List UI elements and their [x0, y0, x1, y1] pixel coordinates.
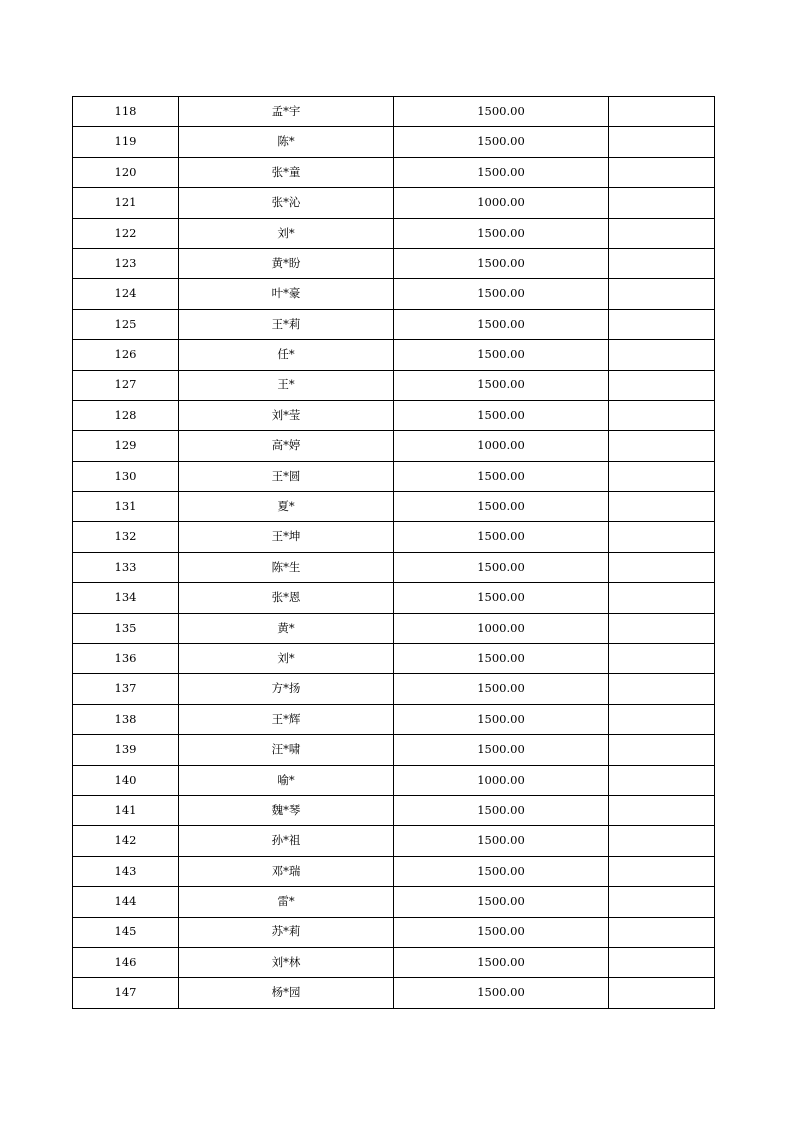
name-cell: 张*沁	[179, 188, 394, 218]
note-cell	[609, 947, 715, 977]
table-row	[73, 917, 715, 947]
amount-cell: 1500.00	[394, 309, 609, 339]
roster-table	[72, 96, 715, 1009]
note-cell	[609, 492, 715, 522]
table-row	[73, 431, 715, 461]
name-cell: 刘*林	[179, 947, 394, 977]
name-cell: 汪*啸	[179, 735, 394, 765]
name-cell: 黄*	[179, 613, 394, 643]
amount-cell: 1500.00	[394, 978, 609, 1008]
note-cell	[609, 583, 715, 613]
amount-cell: 1500.00	[394, 795, 609, 825]
row-number-cell: 143	[73, 856, 179, 886]
note-cell	[609, 887, 715, 917]
name-cell: 刘*	[179, 644, 394, 674]
row-number-cell: 134	[73, 583, 179, 613]
row-number-cell: 133	[73, 552, 179, 582]
row-number-cell: 136	[73, 644, 179, 674]
name-cell: 方*扬	[179, 674, 394, 704]
table-row	[73, 279, 715, 309]
note-cell	[609, 309, 715, 339]
roster-table-body	[73, 97, 715, 1009]
row-number-cell: 129	[73, 431, 179, 461]
note-cell	[609, 826, 715, 856]
row-number-cell: 119	[73, 127, 179, 157]
row-number-cell: 126	[73, 340, 179, 370]
row-number-cell: 135	[73, 613, 179, 643]
amount-cell: 1000.00	[394, 431, 609, 461]
amount-cell: 1500.00	[394, 461, 609, 491]
name-cell: 孟*宇	[179, 97, 394, 127]
note-cell	[609, 188, 715, 218]
row-number-cell: 146	[73, 947, 179, 977]
table-row	[73, 704, 715, 734]
name-cell: 王*辉	[179, 704, 394, 734]
table-row	[73, 492, 715, 522]
table-row	[73, 461, 715, 491]
amount-cell: 1500.00	[394, 735, 609, 765]
row-number-cell: 131	[73, 492, 179, 522]
table-row	[73, 309, 715, 339]
row-number-cell: 140	[73, 765, 179, 795]
table-row	[73, 583, 715, 613]
note-cell	[609, 218, 715, 248]
name-cell: 陈*	[179, 127, 394, 157]
name-cell: 叶*豪	[179, 279, 394, 309]
amount-cell: 1500.00	[394, 552, 609, 582]
amount-cell: 1500.00	[394, 947, 609, 977]
name-cell: 张*恩	[179, 583, 394, 613]
name-cell: 魏*琴	[179, 795, 394, 825]
amount-cell: 1500.00	[394, 492, 609, 522]
name-cell: 刘*	[179, 218, 394, 248]
note-cell	[609, 400, 715, 430]
note-cell	[609, 461, 715, 491]
amount-cell: 1500.00	[394, 856, 609, 886]
name-cell: 杨*园	[179, 978, 394, 1008]
note-cell	[609, 248, 715, 278]
note-cell	[609, 279, 715, 309]
row-number-cell: 142	[73, 826, 179, 856]
name-cell: 王*坤	[179, 522, 394, 552]
amount-cell: 1500.00	[394, 127, 609, 157]
row-number-cell: 124	[73, 279, 179, 309]
table-row	[73, 795, 715, 825]
row-number-cell: 147	[73, 978, 179, 1008]
table-row	[73, 644, 715, 674]
note-cell	[609, 735, 715, 765]
table-row	[73, 856, 715, 886]
name-cell: 黄*盼	[179, 248, 394, 278]
amount-cell: 1500.00	[394, 279, 609, 309]
note-cell	[609, 704, 715, 734]
note-cell	[609, 613, 715, 643]
table-row	[73, 340, 715, 370]
row-number-cell: 141	[73, 795, 179, 825]
table-row	[73, 674, 715, 704]
table-row	[73, 735, 715, 765]
note-cell	[609, 522, 715, 552]
name-cell: 雷*	[179, 887, 394, 917]
row-number-cell: 139	[73, 735, 179, 765]
row-number-cell: 132	[73, 522, 179, 552]
table-row	[73, 826, 715, 856]
amount-cell: 1500.00	[394, 157, 609, 187]
amount-cell: 1500.00	[394, 340, 609, 370]
amount-cell: 1500.00	[394, 248, 609, 278]
row-number-cell: 128	[73, 400, 179, 430]
amount-cell: 1500.00	[394, 218, 609, 248]
table-row	[73, 370, 715, 400]
amount-cell: 1500.00	[394, 917, 609, 947]
amount-cell: 1500.00	[394, 400, 609, 430]
table-row	[73, 613, 715, 643]
row-number-cell: 127	[73, 370, 179, 400]
table-row	[73, 218, 715, 248]
row-number-cell: 145	[73, 917, 179, 947]
table-row	[73, 127, 715, 157]
row-number-cell: 122	[73, 218, 179, 248]
note-cell	[609, 674, 715, 704]
name-cell: 高*婷	[179, 431, 394, 461]
name-cell: 王*	[179, 370, 394, 400]
note-cell	[609, 917, 715, 947]
note-cell	[609, 97, 715, 127]
row-number-cell: 123	[73, 248, 179, 278]
name-cell: 王*圆	[179, 461, 394, 491]
note-cell	[609, 370, 715, 400]
row-number-cell: 120	[73, 157, 179, 187]
row-number-cell: 130	[73, 461, 179, 491]
row-number-cell: 118	[73, 97, 179, 127]
amount-cell: 1500.00	[394, 370, 609, 400]
table-row	[73, 188, 715, 218]
table-row	[73, 765, 715, 795]
name-cell: 苏*莉	[179, 917, 394, 947]
note-cell	[609, 157, 715, 187]
table-row	[73, 552, 715, 582]
note-cell	[609, 795, 715, 825]
row-number-cell: 137	[73, 674, 179, 704]
table-row	[73, 522, 715, 552]
note-cell	[609, 644, 715, 674]
table-row	[73, 157, 715, 187]
amount-cell: 1500.00	[394, 704, 609, 734]
table-row	[73, 887, 715, 917]
name-cell: 陈*生	[179, 552, 394, 582]
amount-cell: 1000.00	[394, 765, 609, 795]
row-number-cell: 125	[73, 309, 179, 339]
table-row	[73, 248, 715, 278]
name-cell: 王*莉	[179, 309, 394, 339]
note-cell	[609, 340, 715, 370]
name-cell: 孙*祖	[179, 826, 394, 856]
name-cell: 张*童	[179, 157, 394, 187]
name-cell: 夏*	[179, 492, 394, 522]
note-cell	[609, 978, 715, 1008]
amount-cell: 1500.00	[394, 644, 609, 674]
note-cell	[609, 765, 715, 795]
table-row	[73, 97, 715, 127]
note-cell	[609, 856, 715, 886]
amount-cell: 1500.00	[394, 887, 609, 917]
row-number-cell: 121	[73, 188, 179, 218]
table-row	[73, 947, 715, 977]
amount-cell: 1500.00	[394, 674, 609, 704]
amount-cell: 1500.00	[394, 522, 609, 552]
name-cell: 喻*	[179, 765, 394, 795]
table-row	[73, 400, 715, 430]
amount-cell: 1500.00	[394, 826, 609, 856]
row-number-cell: 138	[73, 704, 179, 734]
table-row	[73, 978, 715, 1008]
amount-cell: 1000.00	[394, 613, 609, 643]
name-cell: 刘*莹	[179, 400, 394, 430]
note-cell	[609, 431, 715, 461]
note-cell	[609, 552, 715, 582]
note-cell	[609, 127, 715, 157]
name-cell: 邓*瑞	[179, 856, 394, 886]
row-number-cell: 144	[73, 887, 179, 917]
name-cell: 任*	[179, 340, 394, 370]
amount-cell: 1500.00	[394, 97, 609, 127]
amount-cell: 1000.00	[394, 188, 609, 218]
amount-cell: 1500.00	[394, 583, 609, 613]
